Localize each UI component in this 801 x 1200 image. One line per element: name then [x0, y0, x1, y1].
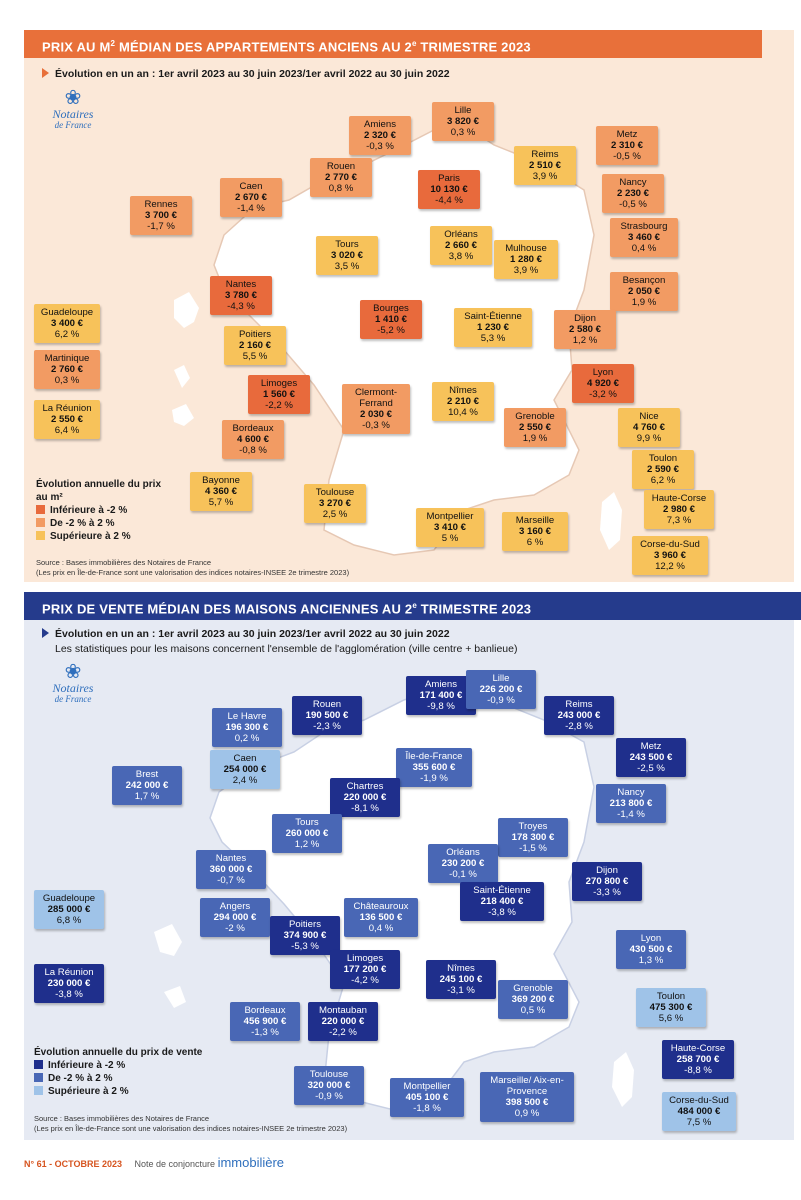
- legend-row: Inférieure à -2 %: [36, 504, 166, 517]
- city-box-grenoble: Grenoble 2 550 € 1,9 %: [504, 408, 566, 447]
- city-box-ile-de-france: Île-de-France 355 600 € -1,9 %: [396, 748, 472, 787]
- city-box-amiens: Amiens 171 400 € -9,8 %: [406, 676, 476, 715]
- legend-row: De -2 % à 2 %: [36, 517, 166, 530]
- city-box-guadeloupe: Guadeloupe 3 400 € 6,2 %: [34, 304, 100, 343]
- city-box-lyon: Lyon 4 920 € -3,2 %: [572, 364, 634, 403]
- city-box-besancon: Besançon 2 050 € 1,9 %: [610, 272, 678, 311]
- city-box-paris: Paris 10 130 € -4,4 %: [418, 170, 480, 209]
- city-box-tours: Tours 260 000 € 1,2 %: [272, 814, 342, 853]
- city-box-nantes: Nantes 3 780 € -4,3 %: [210, 276, 272, 315]
- city-box-martinique: Martinique 2 760 € 0,3 %: [34, 350, 100, 389]
- city-box-chartres: Chartres 220 000 € -8,1 %: [330, 778, 400, 817]
- city-box-grenoble: Grenoble 369 200 € 0,5 %: [498, 980, 568, 1019]
- city-box-orleans: Orléans 230 200 € -0,1 %: [428, 844, 498, 883]
- city-box-brest: Brest 242 000 € 1,7 %: [112, 766, 182, 805]
- city-box-toulouse: Toulouse 3 270 € 2,5 %: [304, 484, 366, 523]
- city-box-chateauroux: Châteauroux 136 500 € 0,4 %: [344, 898, 418, 937]
- city-box-caen: Caen 254 000 € 2,4 %: [210, 750, 280, 789]
- city-box-toulon: Toulon 2 590 € 6,2 %: [632, 450, 694, 489]
- houses-legend: [34, 1046, 234, 1098]
- city-box-guadeloupe: Guadeloupe 285 000 € 6,8 %: [34, 890, 104, 929]
- city-box-montauban: Montauban 220 000 € -2,2 %: [308, 1002, 378, 1041]
- city-box-montpellier: Montpellier 3 410 € 5 %: [416, 508, 484, 547]
- page-footer: [24, 1155, 284, 1170]
- city-box-montpellier: Montpellier 405 100 € -1,8 %: [390, 1078, 464, 1117]
- city-box-orleans: Orléans 2 660 € 3,8 %: [430, 226, 492, 265]
- city-box-lyon: Lyon 430 500 € 1,3 %: [616, 930, 686, 969]
- city-box-amiens: Amiens 2 320 € -0,3 %: [349, 116, 411, 155]
- city-box-dijon: Dijon 2 580 € 1,2 %: [554, 310, 616, 349]
- city-box-mulhouse: Mulhouse 1 280 € 3,9 %: [494, 240, 558, 279]
- city-box-metz: Metz 243 500 € -2,5 %: [616, 738, 686, 777]
- city-box-haute-corse: Haute-Corse 2 980 € 7,3 %: [644, 490, 714, 529]
- apartments-title: PRIX AU $M^2$ MÉDIAN DES APPARTEMENTS ANCIENS AU 2e TRIMESTRE 2023: [24, 30, 762, 58]
- city-box-rouen: Rouen 2 770 € 0,8 %: [310, 158, 372, 197]
- city-box-nantes: Nantes 360 000 € -0,7 %: [196, 850, 266, 889]
- city-box-bayonne: Bayonne 4 360 € 5,7 %: [190, 472, 252, 511]
- city-box-corse-du-sud: Corse-du-Sud 484 000 € 7,5 %: [662, 1092, 736, 1131]
- city-box-toulouse: Toulouse 320 000 € -0,9 %: [294, 1066, 364, 1105]
- notaires-logo: ❀ Notaires de France: [38, 662, 108, 704]
- city-box-dijon: Dijon 270 800 € -3,3 %: [572, 862, 642, 901]
- city-box-nimes: Nîmes 2 210 € 10,4 %: [432, 382, 494, 421]
- legend-row: Inférieure à -2 %: [34, 1059, 234, 1072]
- city-box-toulon: Toulon 475 300 € 5,6 %: [636, 988, 706, 1027]
- city-box-lille: Lille 226 200 € -0,9 %: [466, 670, 536, 709]
- apartments-evolution: Évolution en un an : 1er avril 2023 au 30 juin 2023/1er avril 2022 au 30 juin 2022: [42, 68, 450, 80]
- city-box-caen: Caen 2 670 € -1,4 %: [220, 178, 282, 217]
- city-box-haute-corse: Haute-Corse 258 700 € -8,8 %: [662, 1040, 734, 1079]
- city-box-bordeaux: Bordeaux 4 600 € -0,8 %: [222, 420, 284, 459]
- apartments-section: [24, 30, 794, 582]
- legend-title: Évolution annuelle du prix au m²: [36, 479, 162, 503]
- city-box-marseille: Marseille 3 160 € 6 %: [502, 512, 568, 551]
- city-box-reims: Reims 2 510 € 3,9 %: [514, 146, 576, 185]
- city-box-limoges: Limoges 1 560 € -2,2 %: [248, 375, 310, 414]
- city-box-la-reunion: La Réunion 2 550 € 6,4 %: [34, 400, 100, 439]
- city-box-strasbourg: Strasbourg 3 460 € 0,4 %: [610, 218, 678, 257]
- city-box-reims: Reims 243 000 € -2,8 %: [544, 696, 614, 735]
- city-box-saint-etienne: Saint-Étienne 218 400 € -3,8 %: [460, 882, 544, 921]
- city-box-marseille: Marseille/ Aix-en-Provence 398 500 € 0,9 %: [480, 1072, 574, 1122]
- legend-title: Évolution annuelle du prix de vente: [34, 1047, 203, 1058]
- notaires-logo-icon: ❀: [64, 661, 82, 683]
- legend-row: De -2 % à 2 %: [34, 1072, 234, 1085]
- legend-row: Supérieure à 2 %: [36, 530, 166, 543]
- houses-note: Les statistiques pour les maisons concernent l'ensemble de l'agglomération (ville centre + banlieue): [55, 643, 518, 655]
- city-box-metz: Metz 2 310 € -0,5 %: [596, 126, 658, 165]
- city-box-clermont-ferrand: Clermont-Ferrand 2 030 € -0,3 %: [342, 384, 410, 434]
- city-box-nancy: Nancy 2 230 € -0,5 %: [602, 174, 664, 213]
- city-box-rennes: Rennes 3 700 € -1,7 %: [130, 196, 192, 235]
- city-box-la-reunion: La Réunion 230 000 € -3,8 %: [34, 964, 104, 1003]
- city-box-saint-etienne: Saint-Étienne 1 230 € 5,3 %: [454, 308, 532, 347]
- notaires-logo-icon: ❀: [64, 87, 82, 109]
- houses-section: [24, 592, 794, 1140]
- legend-row: Supérieure à 2 %: [34, 1085, 234, 1098]
- apartments-source: Source : Bases immobilières des Notaires de France (Les prix en Île-de-France sont une valorisation des indices notaires-INSEE 2e trimestre 2023): [36, 558, 350, 577]
- city-box-corse-du-sud: Corse-du-Sud 3 960 € 12,2 %: [632, 536, 708, 575]
- city-box-nice: Nice 4 760 € 9,9 %: [618, 408, 680, 447]
- city-box-rouen: Rouen 190 500 € -2,3 %: [292, 696, 362, 735]
- apartments-legend: [36, 478, 166, 543]
- city-box-troyes: Troyes 178 300 € -1,5 %: [498, 818, 568, 857]
- city-box-limoges: Limoges 177 200 € -4,2 %: [330, 950, 400, 989]
- houses-evolution: Évolution en un an : 1er avril 2023 au 30 juin 2023/1er avril 2022 au 30 juin 2022: [42, 628, 450, 640]
- city-box-tours: Tours 3 020 € 3,5 %: [316, 236, 378, 275]
- city-box-nimes: Nîmes 245 100 € -3,1 %: [426, 960, 496, 999]
- houses-title: PRIX DE VENTE MÉDIAN DES MAISONS ANCIENNES AU 2e TRIMESTRE 2023: [24, 592, 801, 620]
- city-box-le-havre: Le Havre 196 300 € 0,2 %: [212, 708, 282, 747]
- city-box-bourges: Bourges 1 410 € -5,2 %: [360, 300, 422, 339]
- city-box-angers: Angers 294 000 € -2 %: [200, 898, 270, 937]
- notaires-logo: ❀ Notaires de France: [38, 88, 108, 130]
- houses-source: Source : Bases immobilières des Notaires de France (Les prix en Île-de-France sont une valorisation des indices notaires-INSEE 2e trimestre 2023): [34, 1114, 348, 1133]
- magazine-name: Note de conjoncture immobilière: [134, 1155, 285, 1170]
- city-box-poitiers: Poitiers 374 900 € -5,3 %: [270, 916, 340, 955]
- city-box-poitiers: Poitiers 2 160 € 5,5 %: [224, 326, 286, 365]
- city-box-lille: Lille 3 820 € 0,3 %: [432, 102, 494, 141]
- city-box-bordeaux: Bordeaux 456 900 € -1,3 %: [230, 1002, 300, 1041]
- issue-number: N° 61 - OCTOBRE 2023: [24, 1159, 122, 1169]
- city-box-nancy: Nancy 213 800 € -1,4 %: [596, 784, 666, 823]
